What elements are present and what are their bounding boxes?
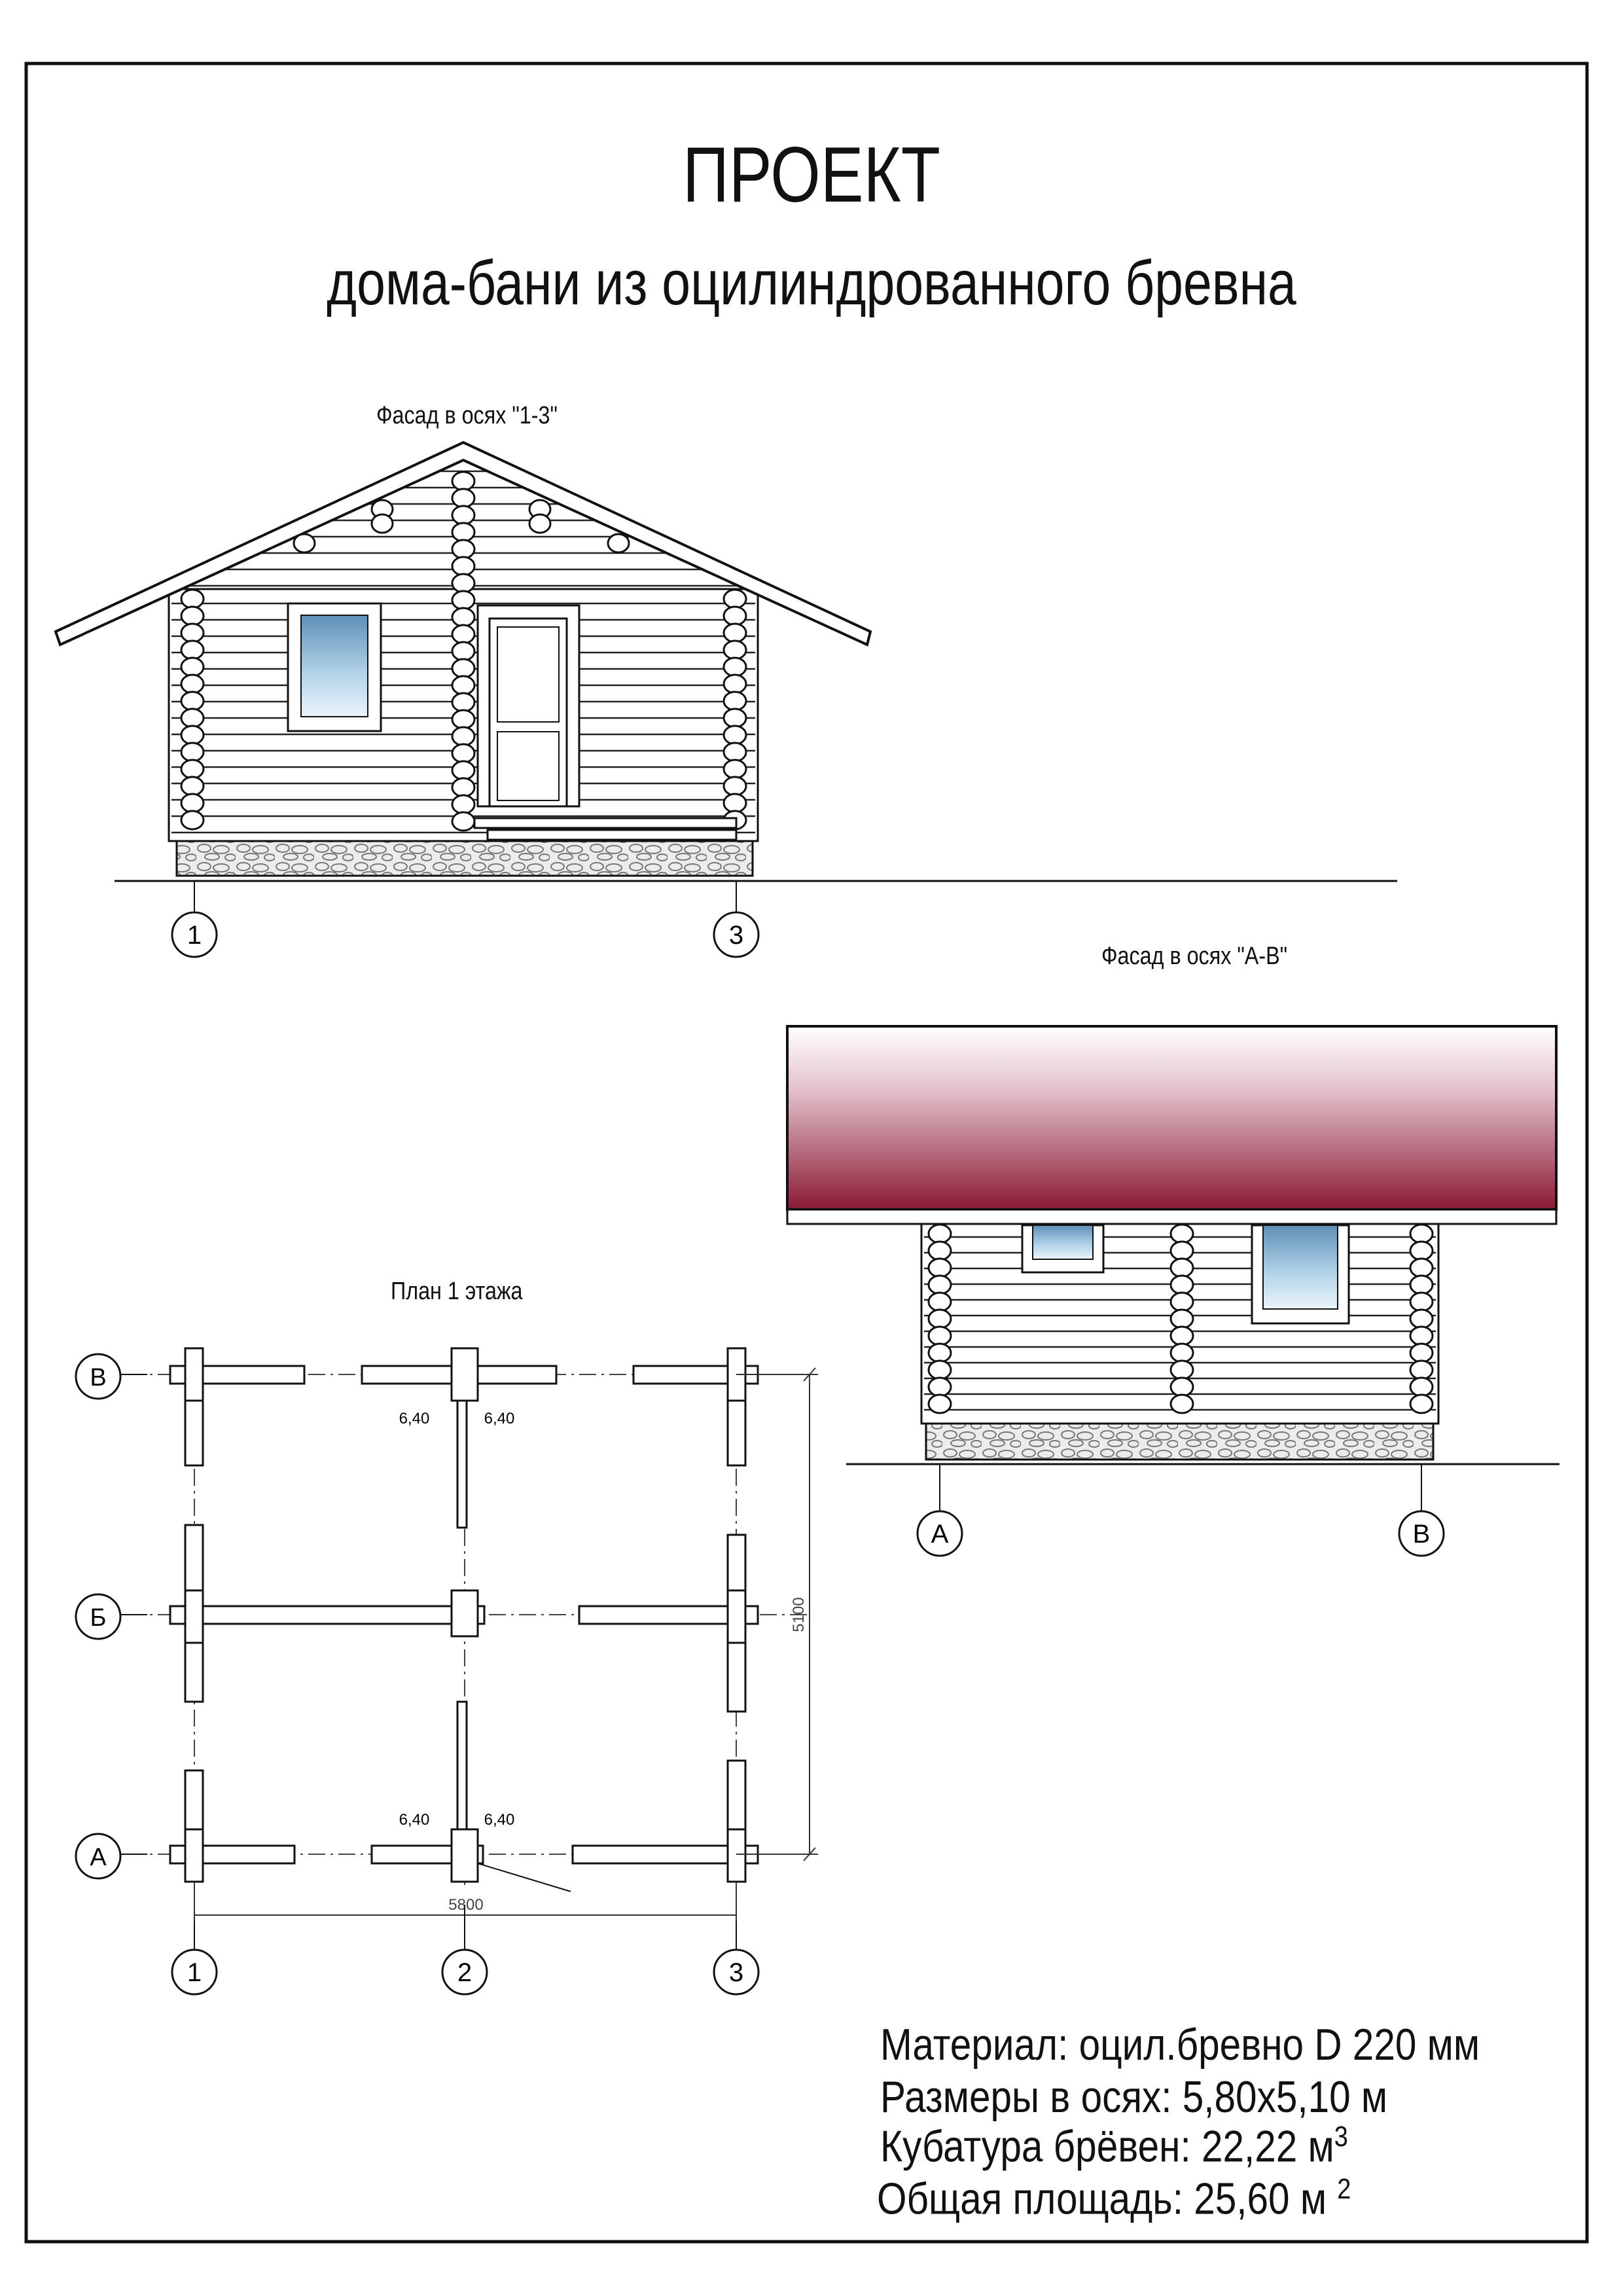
- log-end: [724, 692, 746, 710]
- log-end: [452, 625, 474, 643]
- log-end: [452, 676, 474, 694]
- log-end: [452, 642, 474, 660]
- log-end: [724, 743, 746, 761]
- axis-label: В: [90, 1364, 107, 1391]
- info-material: Материал: оцил.бревно D 220 мм: [880, 2020, 1480, 2070]
- log-end: [1171, 1259, 1193, 1277]
- log-end: [181, 624, 204, 642]
- axis-label: А: [931, 1520, 949, 1549]
- log-end: [1171, 1378, 1193, 1396]
- log-end: [724, 794, 746, 812]
- axis-label: А: [90, 1844, 107, 1871]
- axis-label: 2: [457, 1958, 473, 1987]
- facade-a-v-window-small-glass: [1033, 1225, 1093, 1259]
- log-end: [1410, 1395, 1433, 1413]
- info-area: [877, 2173, 1351, 2225]
- log-end: [929, 1344, 951, 1362]
- log-end: [181, 658, 204, 676]
- log-end: [1171, 1242, 1193, 1260]
- log-end: [724, 607, 746, 625]
- log-end: [452, 506, 474, 524]
- log-end: [724, 726, 746, 744]
- log-end: [452, 812, 474, 831]
- floor-plan: [128, 1348, 812, 1892]
- dim-width-label: 5800: [448, 1896, 484, 1914]
- axis-label: 1: [187, 921, 202, 950]
- plan-label: 6,40: [399, 1811, 430, 1829]
- log-end: [1410, 1259, 1433, 1277]
- facade-1-3-caption: Фасад в осях "1-3": [376, 402, 558, 429]
- log-end: [181, 641, 204, 659]
- log-end: [929, 1276, 951, 1294]
- log-end: [181, 743, 204, 761]
- axis-label: Б: [90, 1604, 107, 1632]
- plan-axis-markers: [76, 1354, 758, 1994]
- log-end: [452, 710, 474, 728]
- info-area-text: Общая площадь: 25,60 м: [877, 2174, 1338, 2224]
- log-end: [929, 1242, 951, 1260]
- axis-label: В: [1412, 1520, 1431, 1549]
- log-end: [1171, 1276, 1193, 1294]
- log-end: [724, 624, 746, 642]
- log-end: [929, 1361, 951, 1379]
- log-end: [1171, 1395, 1193, 1413]
- log-end: [181, 760, 204, 778]
- facade-1-3-window-glass: [301, 615, 368, 717]
- dim-depth-label: 5100: [790, 1597, 808, 1632]
- log-end: [452, 489, 474, 507]
- log-end: [929, 1293, 951, 1311]
- partition: [457, 1384, 467, 1528]
- log-joint: [185, 1829, 203, 1882]
- callout-line: [478, 1863, 571, 1892]
- log-end: [452, 761, 474, 780]
- log-end: [452, 591, 474, 609]
- log-joint: [728, 1590, 745, 1643]
- facade-1-3-door: [490, 619, 567, 806]
- log-end: [181, 811, 204, 829]
- log-end: [452, 472, 474, 490]
- log-end: [452, 608, 474, 626]
- log-end: [1410, 1293, 1433, 1311]
- log-end: [929, 1225, 951, 1243]
- facade-a-v: [787, 1026, 1560, 1556]
- facade-1-3: [56, 442, 1397, 957]
- plan-dimensions: [194, 1368, 818, 1921]
- log-end: [452, 659, 474, 677]
- page-title: ПРОЕКТ: [683, 131, 940, 219]
- log-joint: [185, 1590, 203, 1643]
- axis-label: 1: [187, 1958, 202, 1987]
- log-end: [1410, 1225, 1433, 1243]
- log-end: [724, 590, 746, 608]
- log-end: [1171, 1361, 1193, 1379]
- log-end: [929, 1259, 951, 1277]
- page-subtitle: дома-бани из оцилиндрованного бревна: [327, 248, 1296, 318]
- log-end: [1410, 1276, 1433, 1294]
- log-end: [929, 1395, 951, 1413]
- log-end: [929, 1310, 951, 1328]
- log-end: [1410, 1344, 1433, 1362]
- log-end: [1410, 1242, 1433, 1260]
- log-end: [724, 675, 746, 693]
- partition: [457, 1702, 467, 1846]
- info-volume-text: Кубатура брёвен: 22,22 м: [880, 2121, 1334, 2172]
- log-end: [929, 1327, 951, 1345]
- plan-label: 6,40: [484, 1410, 515, 1427]
- log-end: [181, 692, 204, 710]
- facade-a-v-caption: Фасад в осях "А-В": [1101, 942, 1288, 970]
- log-end: [181, 607, 204, 625]
- log-end: [181, 709, 204, 727]
- log-end: [452, 795, 474, 814]
- log-end: [724, 760, 746, 778]
- log-end: [1410, 1361, 1433, 1379]
- log-end: [724, 641, 746, 659]
- log-joint: [452, 1590, 478, 1636]
- log-joint: [452, 1829, 478, 1882]
- info-volume: [880, 2121, 1348, 2172]
- log-end: [181, 777, 204, 795]
- log-end: [452, 778, 474, 797]
- log-end: [1410, 1327, 1433, 1345]
- info-volume-sup: 3: [1334, 2121, 1348, 2153]
- plan-label: 6,40: [484, 1811, 515, 1829]
- log-end: [181, 726, 204, 744]
- plan-caption: План 1 этажа: [391, 1278, 523, 1305]
- log-end: [452, 693, 474, 711]
- log-end: [724, 709, 746, 727]
- log-end: [452, 540, 474, 558]
- log-end: [181, 675, 204, 693]
- facade-a-v-foundation: [926, 1424, 1433, 1460]
- info-area-sup: 2: [1337, 2173, 1351, 2205]
- log-joint: [728, 1829, 745, 1882]
- log-end: [1171, 1293, 1193, 1311]
- log-end: [1171, 1344, 1193, 1362]
- facade-a-v-roof: [787, 1026, 1556, 1210]
- info-dimensions: Размеры в осях: 5,80х5,10 м: [880, 2072, 1388, 2122]
- log-end: [1171, 1310, 1193, 1328]
- log-end: [452, 744, 474, 762]
- log-end: [724, 777, 746, 795]
- facade-a-v-roof-fascia: [787, 1210, 1556, 1224]
- log-end: [929, 1378, 951, 1396]
- plan-label: 6,40: [399, 1410, 430, 1427]
- wall-segment: [170, 1606, 484, 1624]
- axis-label: 3: [728, 921, 744, 950]
- log-end: [452, 727, 474, 745]
- axis-label: 3: [728, 1958, 744, 1987]
- facade-1-3-foundation: [177, 841, 753, 876]
- log-end: [452, 557, 474, 575]
- facade-a-v-window-glass: [1263, 1225, 1338, 1309]
- log-end: [181, 794, 204, 812]
- log-end: [1171, 1225, 1193, 1243]
- log-end: [452, 523, 474, 541]
- log-joint: [185, 1348, 203, 1401]
- log-end: [452, 574, 474, 592]
- log-end: [181, 590, 204, 608]
- log-end: [1410, 1310, 1433, 1328]
- log-end: [724, 658, 746, 676]
- log-joint: [452, 1348, 478, 1401]
- log-end: [1171, 1327, 1193, 1345]
- log-end: [1410, 1378, 1433, 1396]
